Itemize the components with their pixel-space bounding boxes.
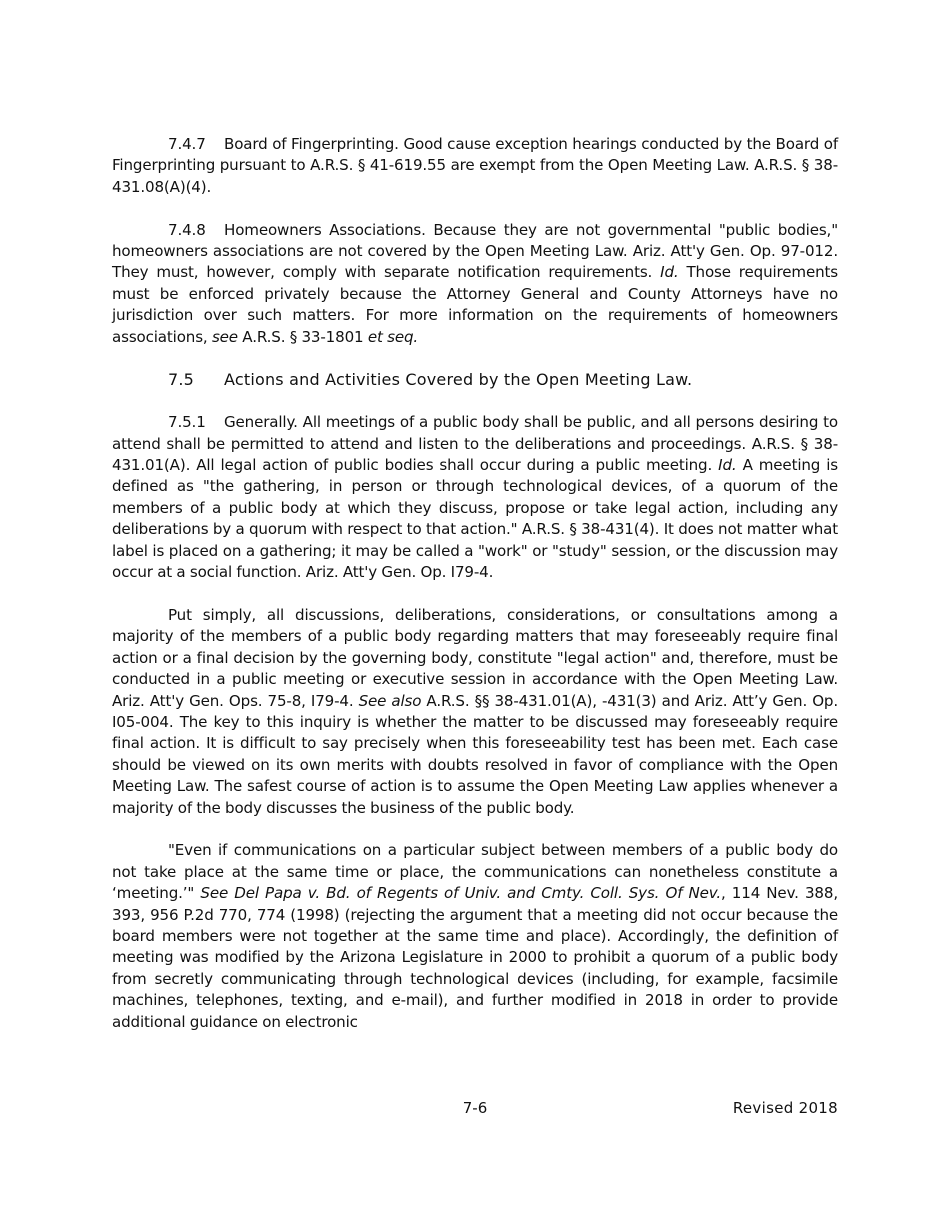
- page-number: 7-6: [462, 1099, 488, 1117]
- section-body: Those requirements must be enforced privately because the Attorney General and County Attorneys have no jurisdiction over such matters. For more information on the requirements of homeowners associations,: [112, 263, 838, 346]
- paragraph-body: "Even if communications on a particular subject between members of a public body do not take place at the same time or place, the communications can nonetheless constitute a ‘meeting.’": [112, 841, 838, 903]
- citation-id: Id.: [718, 456, 737, 475]
- section-body: Good cause exception hearings conducted by the Board of Fingerprinting pursuant to A.R.S. § 41-619.55 are exempt from the Open Meeting Law. A.R.S. § 38-431.08(A)(4).: [112, 135, 838, 196]
- page-footer: [112, 1097, 838, 1119]
- citation-id: Id.: [660, 263, 679, 282]
- section-7-4-8: [112, 220, 838, 348]
- section-title: Generally.: [224, 413, 298, 432]
- section-number: 7.5: [168, 370, 195, 390]
- section-heading-7-5: [112, 369, 838, 390]
- citation-signal: see: [211, 327, 238, 346]
- revision-note: Revised 2018: [732, 1099, 838, 1117]
- section-title: Actions and Activities Covered by the Open Meeting Law.: [224, 370, 693, 390]
- paragraph-body: , 114 Nev. 388, 393, 956 P.2d 770, 774 (1998) (rejecting the argument that a meeting did not occur because the board members were not together at the same time and place). Accordingly, the definition of meeting was modified by the Arizona Legislature in 2000 to prohibit a quorum of a public body from secretly communicating through technological devices (including, for example, facsimile machines, telephones, texting, and e-mail), and further modified in 2018 in order to provide additional guidance on electronic: [112, 884, 838, 1031]
- section-title: Homeowners Associations.: [224, 220, 426, 239]
- citation-et-seq: et seq.: [367, 327, 419, 346]
- citation-signal: See also: [358, 691, 422, 710]
- section-body: All meetings of a public body shall be public, and all persons desiring to attend shall be permitted to attend and listen to the deliberations and proceedings. A.R.S. § 38-431.01(A). All legal action of public bodies shall occur during a public meeting.: [112, 413, 838, 475]
- section-body: A meeting is defined as "the gathering, in person or through technological devices, of a quorum of the members of a public body at which they discuss, propose or take legal action, including any deliberations by a quorum with respect to that action." A.R.S. § 38-431(4). It does not matter what label is placed on a gathering; it may be called a "work" or "study" session, or the discussion may occur at a social function. Ariz. Att'y Gen. Op. I79-4.: [112, 456, 838, 582]
- paragraph-put-simply: [112, 605, 838, 819]
- section-body: Because they are not governmental "public bodies," homeowners associations are not covered by the Open Meeting Law. Ariz. Att'y Gen. Op. 97-012. They must, however, comply with separate notification requirements.: [112, 220, 838, 282]
- section-7-4-7: [112, 134, 838, 198]
- document-page: [112, 134, 838, 1054]
- case-citation: See Del Papa v. Bd. of Regents of Univ. and Cmty. Coll. Sys. Of Nev.: [200, 884, 721, 903]
- section-number: 7.5.1: [168, 413, 206, 432]
- section-number: 7.4.7: [168, 135, 206, 153]
- paragraph-even-if: [112, 840, 838, 1033]
- paragraph-body: Put simply, all discussions, deliberations, considerations, or consultations among a majority of the members of a public body regarding matters that may foreseeably require final action or a final decision by the governing body, constitute "legal action" and, therefore, must be conducted in a public meeting or executive session in accordance with the Open Meeting Law. Ariz. Att'y Gen. Ops. 75-8, I79-4.: [112, 605, 838, 710]
- paragraph-body: A.R.S. §§ 38-431.01(A), -431(3) and Ariz. Att’y Gen. Op. I05-004. The key to this inquiry is whether the matter to be discussed may foreseeably require final action. It is difficult to say precisely when this foreseeability test has been met. Each case should be viewed on its own merits with doubts resolved in favor of compliance with the Open Meeting Law. The safest course of action is to assume the Open Meeting Law applies whenever a majority of the body discusses the business of the public body.: [112, 691, 839, 817]
- citation: A.R.S. § 33-1801: [242, 327, 364, 346]
- section-title: Board of Fingerprinting.: [224, 135, 399, 153]
- section-number: 7.4.8: [168, 220, 206, 239]
- section-7-5-1: [112, 412, 838, 583]
